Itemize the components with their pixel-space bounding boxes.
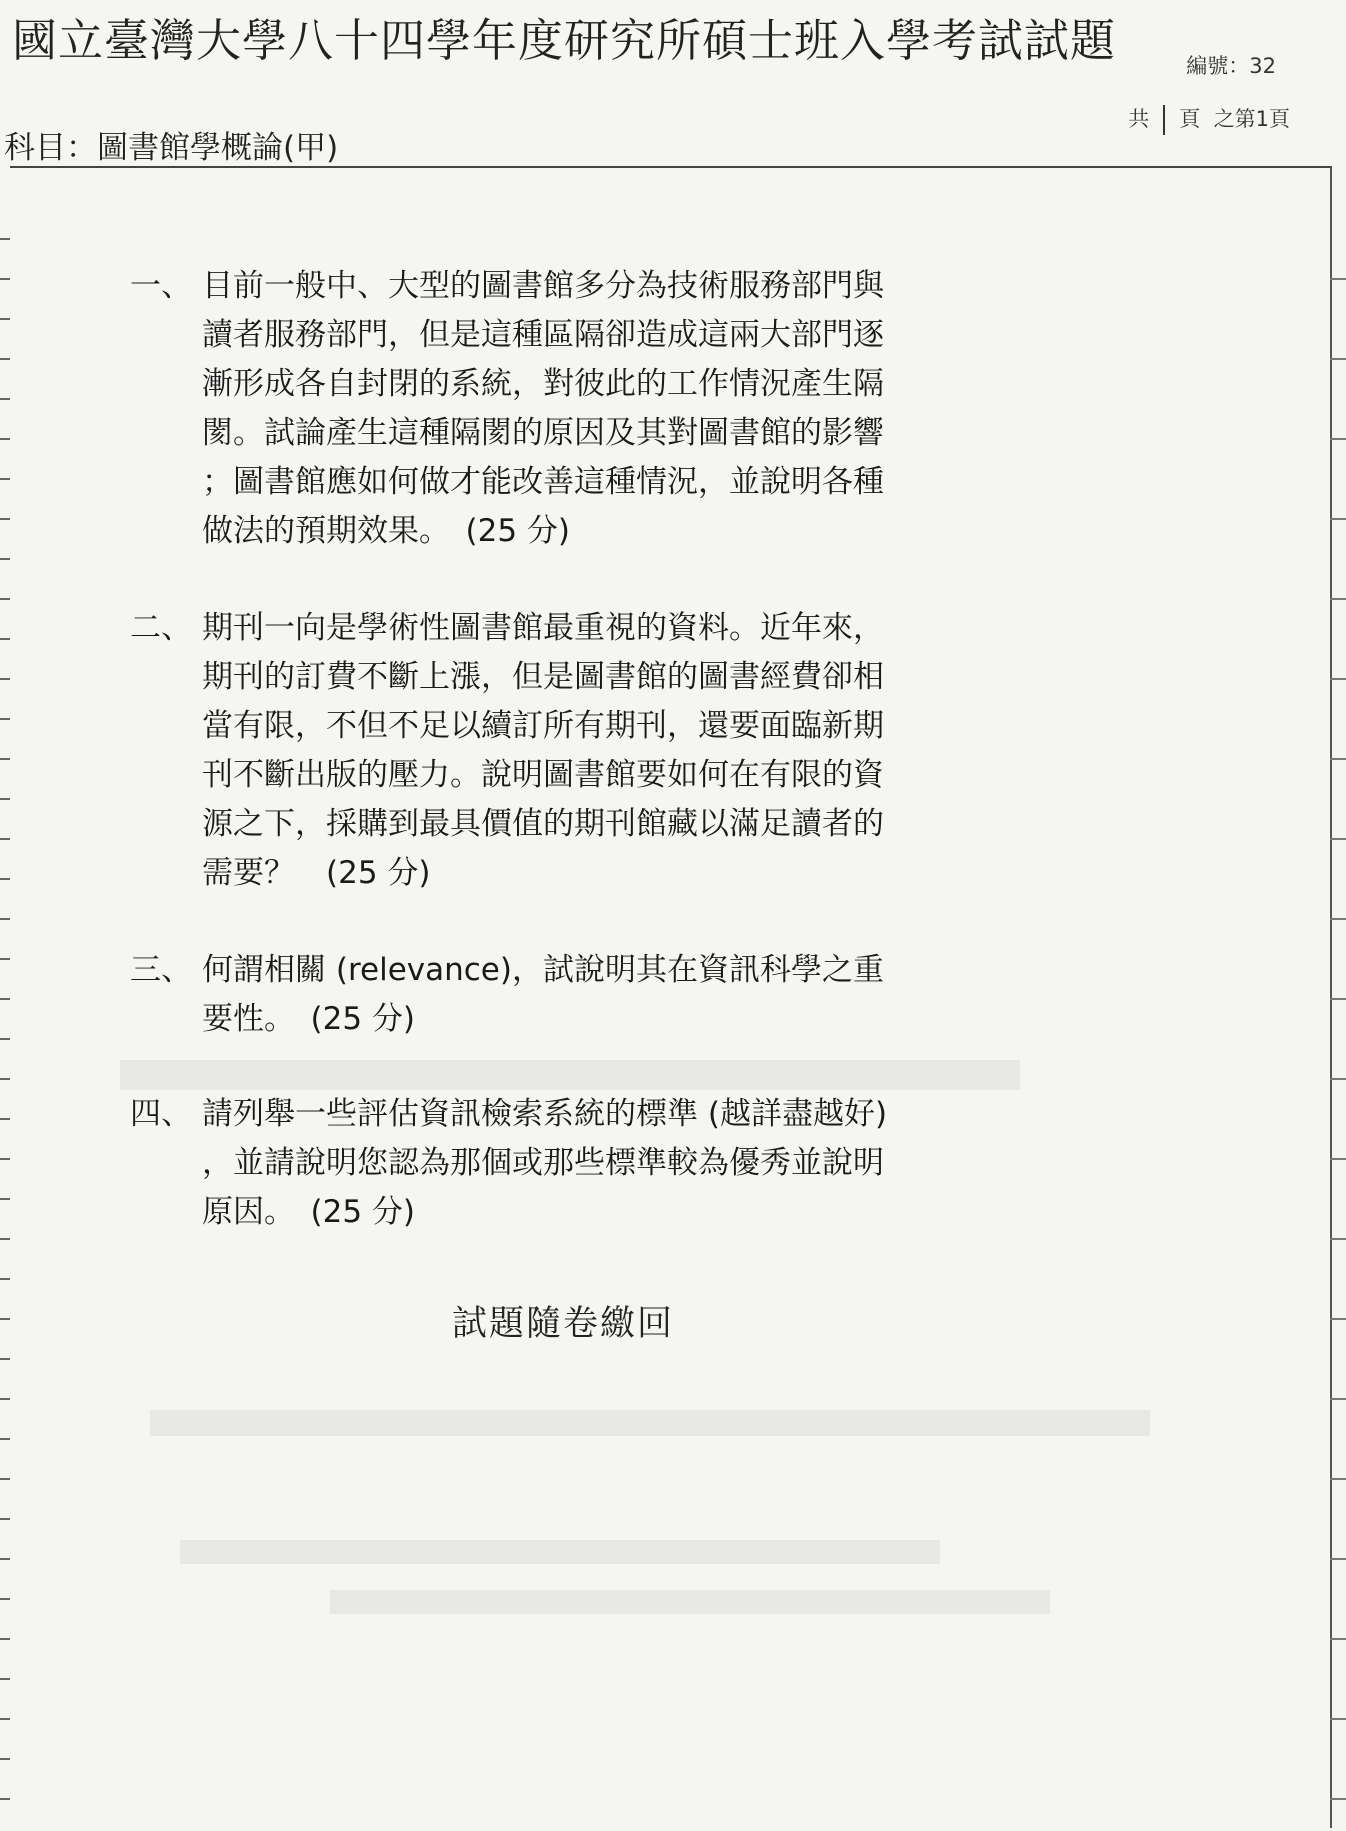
footer-note: 試題隨卷繳回 xyxy=(452,1304,675,1344)
question-1 xyxy=(130,262,884,556)
question-line: 目前一般中、大型的圖書館多分為技術服務部門與 xyxy=(202,268,884,304)
left-margin-ticks xyxy=(0,200,10,1820)
question-line: 刊不斷出版的壓力。說明圖書館要如何在有限的資 xyxy=(202,757,884,793)
question-line: 期刊的訂費不斷上漲，但是圖書館的圖書經費卻相 xyxy=(202,659,884,695)
question-line: 期刊一向是學術性圖書館最重視的資料。近年來， xyxy=(202,610,884,646)
question-line: 當有限，不但不足以續訂所有期刊，還要面臨新期 xyxy=(202,708,884,744)
page-number: 1 xyxy=(1255,107,1269,131)
question-number: 四、 xyxy=(130,1096,192,1132)
page-label: 頁 xyxy=(1179,107,1201,131)
question-body xyxy=(202,946,884,1044)
question-4 xyxy=(130,1090,887,1237)
question-number: 三、 xyxy=(130,952,192,988)
exam-title: 國立臺灣大學八十四學年度研究所碩士班入學考試試題 xyxy=(12,14,1117,67)
question-line: ，並請說明您認為那個或那些標準較為優秀並說明 xyxy=(202,1145,884,1181)
question-line: 請列舉一些評估資訊檢索系統的標準 (越詳盡越好) xyxy=(202,1096,888,1132)
question-line: 讀者服務部門，但是這種區隔卻造成這兩大部門逐 xyxy=(202,317,884,353)
question-line: 做法的預期效果。 (25 分) xyxy=(202,513,570,549)
question-body xyxy=(202,262,884,556)
question-line: 要性。 (25 分) xyxy=(202,1001,415,1037)
show-through-artifact xyxy=(330,1590,1050,1614)
question-line: ；圖書館應如何做才能改善這種情況，並說明各種 xyxy=(202,464,884,500)
question-2 xyxy=(130,604,884,898)
question-3 xyxy=(130,946,884,1044)
question-line: 漸形成各自封閉的系統，對彼此的工作情況產生隔 xyxy=(202,366,884,402)
serial-number: 編號：32 xyxy=(1186,54,1276,78)
question-body xyxy=(202,1090,887,1237)
question-number: 一、 xyxy=(130,268,192,304)
question-body xyxy=(202,604,884,898)
right-margin-ticks xyxy=(1330,200,1346,1820)
question-line: 何謂相關 (relevance)，試說明其在資訊科學之重 xyxy=(202,952,884,988)
page-info xyxy=(1128,103,1290,135)
show-through-artifact xyxy=(120,1060,1020,1090)
question-line: 源之下，採購到最具價值的期刊館藏以滿足讀者的 xyxy=(202,806,884,842)
subject-line: 科目：圖書館學概論(甲) xyxy=(4,130,339,166)
show-through-artifact xyxy=(150,1410,1150,1436)
page-total-label: 共 xyxy=(1128,107,1150,131)
page-end-label: 頁 xyxy=(1269,107,1290,131)
page-of-label: 之第 xyxy=(1213,107,1256,131)
question-line: 閡。試論產生這種隔閡的原因及其對圖書館的影響 xyxy=(202,415,884,451)
show-through-artifact xyxy=(180,1540,940,1564)
question-line: 原因。 (25 分) xyxy=(202,1194,415,1230)
question-number: 二、 xyxy=(130,610,192,646)
question-line: 需要？ (25 分) xyxy=(202,855,431,891)
page-total-count xyxy=(1163,105,1165,135)
